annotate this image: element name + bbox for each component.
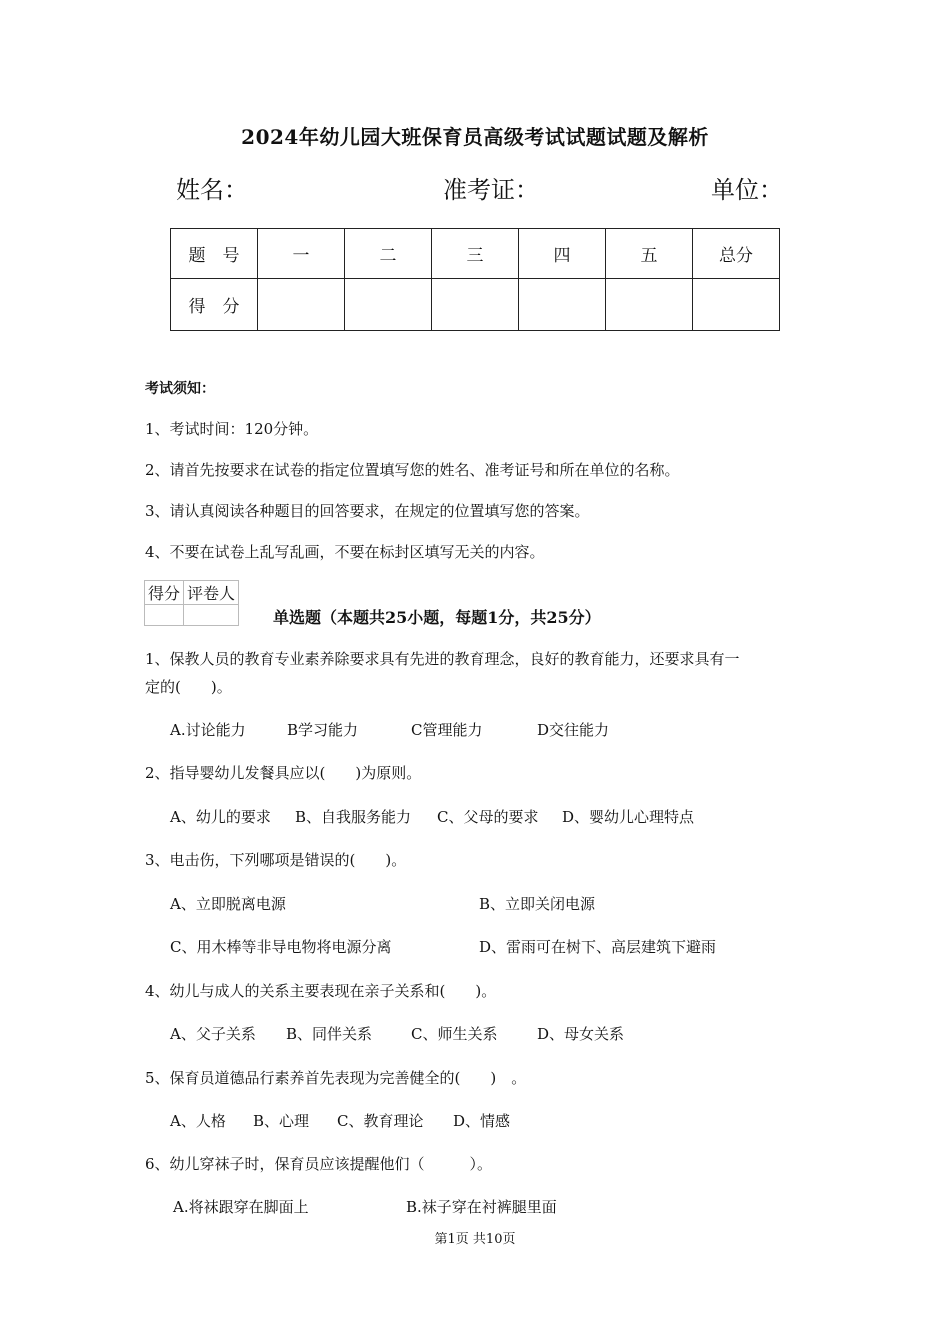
answer-option[interactable]: B.袜子穿在衬裤腿里面 (406, 1198, 557, 1216)
answer-option[interactable]: A、幼儿的要求 (170, 808, 271, 826)
notice-item: 2、请首先按要求在试卷的指定位置填写您的姓名、准考证号和所在单位的名称。 (145, 461, 680, 479)
question-text: 2、指导婴幼儿发餐具应以( )为原则。 (145, 764, 422, 782)
notice-heading: 考试须知： (145, 381, 215, 397)
answer-option[interactable]: D、情感 (453, 1112, 511, 1130)
question-text: 3、电击伤，下列哪项是错误的( )。 (145, 851, 407, 869)
notice-item: 3、请认真阅读各种题目的回答要求，在规定的位置填写您的答案。 (145, 502, 590, 520)
score-cell[interactable] (345, 279, 432, 331)
answer-option[interactable]: C管理能力 (411, 721, 483, 739)
notice-item: 4、不要在试卷上乱写乱画，不要在标封区填写无关的内容。 (145, 543, 545, 561)
score-header-cell: 三 (432, 229, 519, 279)
score-cell[interactable] (432, 279, 519, 331)
score-cell[interactable] (519, 279, 606, 331)
question-text: 4、幼儿与成人的关系主要表现在亲子关系和( )。 (145, 982, 497, 1000)
answer-option[interactable]: B、立即关闭电源 (479, 895, 596, 913)
answer-option[interactable]: A.讨论能力 (170, 721, 246, 739)
answer-option[interactable]: D交往能力 (537, 721, 610, 739)
score-table-score-row (171, 279, 780, 331)
score-header-cell: 四 (519, 229, 606, 279)
answer-option[interactable]: C、父母的要求 (437, 808, 539, 826)
score-cell[interactable] (693, 279, 780, 331)
answer-option[interactable]: D、婴幼儿心理特点 (562, 808, 695, 826)
answer-option[interactable]: A.将袜跟穿在脚面上 (173, 1198, 309, 1216)
page-title: 2024年幼儿园大班保育员高级考试试题试题及解析 (241, 125, 709, 149)
grader-reviewer-cell[interactable] (184, 605, 239, 626)
answer-option[interactable]: B学习能力 (287, 721, 359, 739)
answer-option[interactable]: C、用木棒等非导电物将电源分离 (170, 938, 392, 956)
score-cell[interactable] (258, 279, 345, 331)
question-text: 6、幼儿穿袜子时，保育员应该提醒他们（ ）。 (145, 1155, 493, 1173)
section-title: 单选题（本题共25小题，每题1分，共25分） (273, 608, 601, 627)
score-row-label: 得 分 (171, 279, 258, 331)
answer-option[interactable]: C、教育理论 (337, 1112, 424, 1130)
score-header-cell: 题 号 (171, 229, 258, 279)
score-header-cell: 总分 (693, 229, 780, 279)
score-header-cell: 五 (606, 229, 693, 279)
notice-item: 1、考试时间：120分钟。 (145, 420, 319, 438)
grader-box (144, 580, 239, 626)
answer-option[interactable]: B、同伴关系 (286, 1025, 373, 1043)
answer-option[interactable]: B、心理 (253, 1112, 310, 1130)
answer-option[interactable]: D、母女关系 (537, 1025, 625, 1043)
answer-option[interactable]: A、立即脱离电源 (170, 895, 286, 913)
score-header-cell: 二 (345, 229, 432, 279)
grader-reviewer-label: 评卷人 (184, 581, 239, 605)
score-table (170, 228, 780, 331)
answer-option[interactable]: B、自我服务能力 (295, 808, 412, 826)
score-cell[interactable] (606, 279, 693, 331)
answer-option[interactable]: D、雷雨可在树下、高层建筑下避雨 (479, 938, 717, 956)
grader-score-label: 得分 (145, 581, 184, 605)
score-header-cell: 一 (258, 229, 345, 279)
answer-option[interactable]: A、人格 (170, 1112, 226, 1130)
unit-field-label: 单位： (711, 176, 783, 204)
answer-option[interactable]: A、父子关系 (170, 1025, 256, 1043)
question-text: 5、保育员道德品行素养首先表现为完善健全的( ) 。 (145, 1069, 527, 1087)
score-table-header-row (171, 229, 780, 279)
answer-option[interactable]: C、师生关系 (411, 1025, 498, 1043)
name-field-label: 姓名： (176, 176, 248, 204)
page-footer: 第1页 共10页 (434, 1232, 516, 1247)
candidate-fields (0, 170, 950, 206)
exam-id-field-label: 准考证： (443, 176, 539, 204)
question-text: 1、保教人员的教育专业素养除要求具有先进的教育理念，良好的教育能力，还要求具有一 (145, 650, 740, 668)
grader-score-cell[interactable] (145, 605, 184, 626)
question-text-continued: 定的( )。 (145, 678, 232, 696)
